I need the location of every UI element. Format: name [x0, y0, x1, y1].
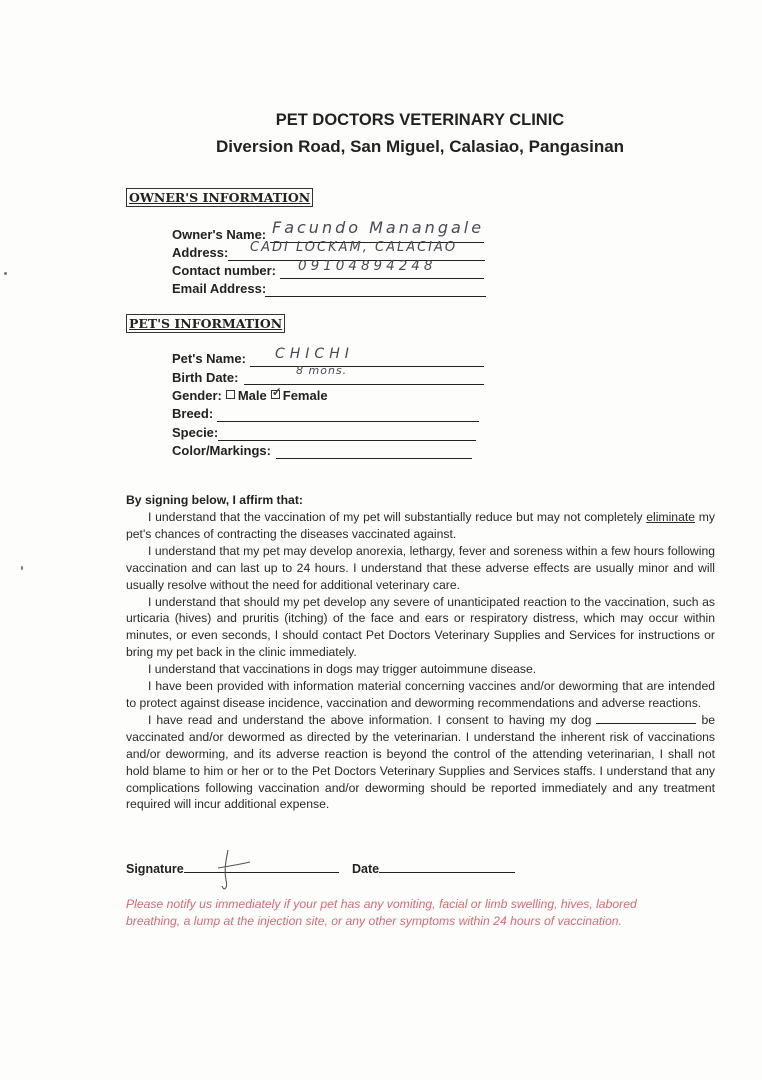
contact-label: Contact number:	[172, 263, 276, 278]
date-line[interactable]	[379, 862, 515, 873]
birth-date-line[interactable]	[244, 368, 484, 385]
owner-name-value: Facundo Manangale	[272, 218, 485, 237]
owner-name-label: Owner's Name:	[172, 227, 267, 242]
consent-paragraph-6: I have read and understand the above information. I consent to having my dog be vaccinated and/or dewormed as directed by the veterinarian. I understand the inherent risk of vaccinations and/or deworming, and its adverse reaction is beyond the control of the attending veterinarian, I shall not hold blame to him or her or to the Pet Doctors Veterinary Supplies and Services staffs. I understand that any complications following vaccination and/or deworming should be reported immediately and any treatment required will incur additional expense.	[126, 712, 715, 812]
pet-name-value: CHICHI	[275, 346, 354, 362]
consent-paragraph-5: I have been provided with information material concerning vaccines and/or deworming that are intended to protect against disease incidence, vaccination and deworming recommendations and adverse reactions.	[126, 679, 715, 710]
dog-name-blank[interactable]	[596, 713, 696, 724]
color-markings-label: Color/Markings:	[172, 443, 271, 458]
pet-name-label: Pet's Name:	[172, 351, 246, 366]
pet-section-title: PET'S INFORMATION	[126, 314, 285, 333]
female-label: Female	[282, 388, 328, 403]
handwritten-signature	[216, 846, 256, 896]
consent-paragraph-1: I understand that the vaccination of my pet will substantially reduce but may not completely eliminate my pet's chances of contracting the diseases vaccinated against.	[126, 510, 715, 541]
clinic-address: Diversion Road, San Miguel, Calasiao, Pangasinan	[215, 137, 625, 156]
birth-date-label: Birth Date:	[172, 370, 239, 385]
signature-label: Signature	[126, 862, 184, 876]
breed-label: Breed:	[172, 406, 214, 421]
consent-paragraph-4: I understand that vaccinations in dogs may trigger autoimmune disease.	[148, 662, 537, 677]
breed-line[interactable]	[217, 405, 479, 422]
clinic-name: PET DOCTORS VETERINARY CLINIC	[275, 111, 565, 129]
consent-heading: By signing below, I affirm that:	[126, 493, 303, 507]
female-checkbox[interactable]: ✓	[271, 385, 282, 399]
birth-date-value: 8 mons.	[296, 364, 348, 377]
date-label: Date	[352, 862, 380, 876]
date-row	[352, 862, 515, 876]
consent-paragraph-3: I understand that should my pet develop any severe of unanticipated reaction to the vaccination, such as urticaria (hives) and pruritis (itching) of the face and ears or respiratory distress, which may occur within minutes, or even seconds, I should contact Pet Doctors Veterinary Supplies and Services for instructions or bring my pet back in the clinic immediately.	[126, 594, 715, 660]
email-label: Email Address:	[172, 281, 267, 296]
notice-text: Please notify us immediately if your pet has any vomiting, facial or limb swelling, hives, labored breathing, a lump at the injection site, or any other symptoms within 24 hours of vaccination.	[126, 897, 637, 928]
address-value: CADI LOCKAM, CALACIAO	[250, 240, 458, 255]
consent-body	[126, 509, 715, 813]
contact-value: 09104894248	[298, 258, 437, 274]
scan-speck	[21, 566, 23, 570]
consent-paragraph-2: I understand that my pet may develop anorexia, lethargy, fever and soreness within a few hours following vaccination and can last up to 24 hours. I understand that these adverse effects are usually minor and will usually resolve without the need for additional veterinary care.	[126, 543, 715, 592]
owner-section-title: OWNER'S INFORMATION	[126, 188, 313, 207]
specie-line[interactable]	[218, 424, 476, 441]
male-label: Male	[237, 388, 267, 403]
address-label: Address:	[172, 245, 229, 260]
color-markings-line[interactable]	[276, 442, 472, 459]
gender-label: Gender:	[172, 388, 222, 403]
gender-row	[172, 385, 328, 406]
specie-label: Specie:	[172, 425, 219, 440]
signature-line[interactable]	[184, 862, 339, 873]
email-line[interactable]	[265, 280, 486, 297]
male-checkbox[interactable]	[226, 390, 235, 399]
scan-speck	[4, 272, 7, 275]
